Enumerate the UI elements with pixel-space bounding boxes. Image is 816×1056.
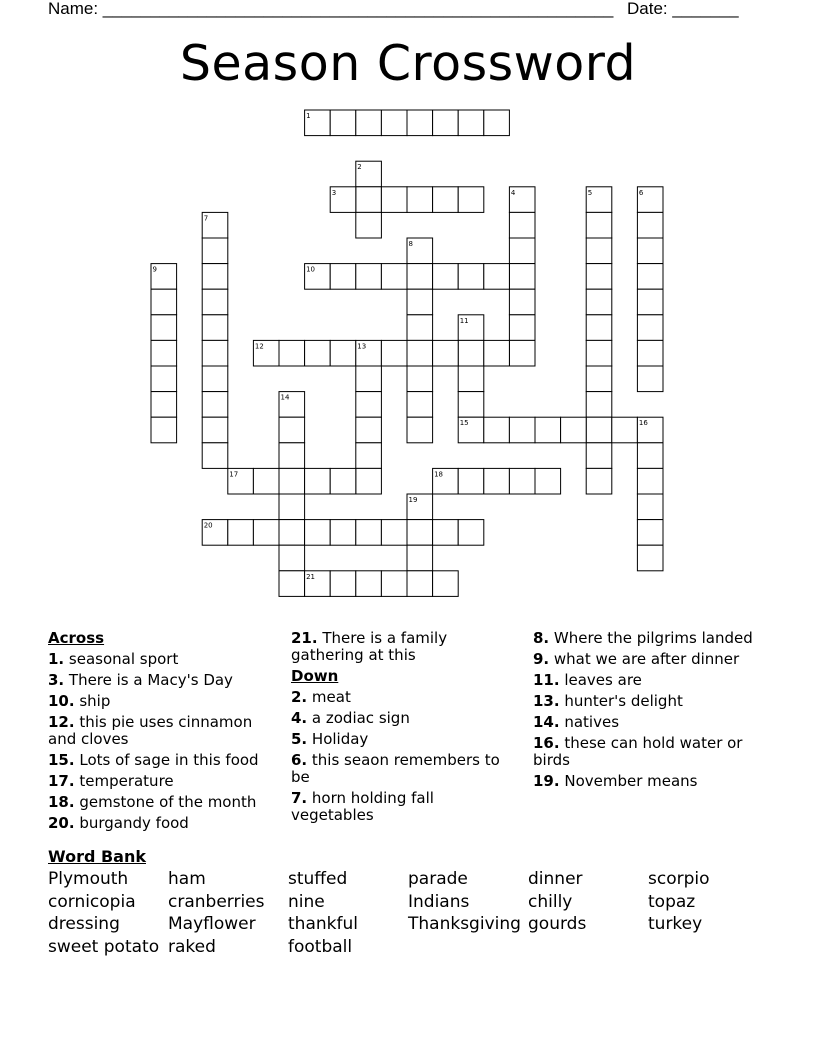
grid-cell[interactable] [151,264,177,290]
grid-cell[interactable] [586,289,612,315]
grid-cell[interactable] [279,494,305,520]
word-bank-word: stuffed [288,869,348,889]
clue-number-label: 14 [280,393,290,402]
grid-cell[interactable] [202,238,228,264]
grid-cell[interactable] [356,571,382,597]
page-title: Season Crossword [179,35,637,92]
word-bank-word: scorpio [648,869,710,889]
word-bank-word: ham [168,869,206,889]
grid-cell[interactable] [509,417,535,443]
grid-cell[interactable] [253,468,279,494]
word-bank-word: Mayflower [168,914,256,934]
grid-cell[interactable] [228,468,254,494]
grid-cell[interactable] [612,417,638,443]
grid-cell[interactable] [407,289,433,315]
down-clue [533,693,763,710]
grid-cell[interactable] [202,289,228,315]
grid-cell[interactable] [253,340,279,366]
clue-text: Where the pilgrims landed [549,629,753,647]
clue-text: There is a family gathering at this [291,629,448,664]
clue-number: 18. [48,793,75,811]
grid-cell[interactable] [458,468,484,494]
clues-column-2 [291,630,513,828]
grid-cell[interactable] [356,340,382,366]
down-clue [291,752,513,786]
word-bank-word: sweet potato [48,937,160,957]
grid-cell[interactable] [637,443,663,469]
grid-cell[interactable] [458,392,484,418]
grid-cell[interactable] [509,264,535,290]
grid-cell[interactable] [509,468,535,494]
down-clue [291,689,513,706]
grid-cell[interactable] [381,264,407,290]
grid-cell[interactable] [202,520,228,546]
clue-number-label: 18 [434,470,444,479]
grid-cell[interactable] [433,264,459,290]
clue-number-label: 19 [408,496,418,504]
grid-cell[interactable] [381,571,407,597]
clue-text: hunter's delight [559,692,683,710]
word-bank-word: Thanksgiving [408,914,521,934]
word-bank-word: Indians [408,892,470,912]
grid-cell[interactable] [381,520,407,546]
grid-cell[interactable] [305,520,331,546]
word-bank-word: thankful [288,914,358,934]
clue-number-label: 2 [357,163,362,172]
grid-cell[interactable] [202,443,228,469]
down-clue [291,790,513,824]
clue-number: 7. [291,789,308,807]
grid-cell[interactable] [433,468,459,494]
across-heading: Across [48,629,105,647]
down-clue [291,731,513,748]
word-bank-word: cranberries [168,892,265,912]
clue-number: 10. [48,692,75,710]
across-clue [48,815,270,832]
word-bank-word: dressing [48,914,120,934]
clue-number: 14. [533,713,560,731]
grid-cell[interactable] [356,110,382,136]
clues-column-1 [48,630,270,836]
grid-cell[interactable] [151,340,177,366]
clue-number: 6. [291,751,308,769]
grid-cell[interactable] [458,264,484,290]
grid-cell[interactable] [356,417,382,443]
word-bank-title: Word Bank [48,847,147,866]
word-bank-word: dinner [528,869,583,889]
word-bank-word: topaz [648,892,696,912]
name-field-label: Name: ______________________________________________________ [48,0,614,18]
grid-cell[interactable] [202,417,228,443]
grid-cell[interactable] [637,340,663,366]
clue-number-label: 12 [254,342,264,351]
grid-cell[interactable] [535,468,561,494]
clue-text: horn holding fall vegetables [291,789,434,824]
grid-cell[interactable] [279,340,305,366]
grid-cell[interactable] [202,366,228,392]
clue-number: 16. [533,734,560,752]
grid-cell[interactable] [407,366,433,392]
grid-cell[interactable] [433,520,459,546]
grid-cell[interactable] [637,187,663,213]
grid-cell[interactable] [305,110,331,136]
grid-cell[interactable] [381,340,407,366]
across-clue [48,752,270,769]
grid-cell[interactable] [586,238,612,264]
across-clue [48,693,270,710]
grid-cell[interactable] [637,264,663,290]
word-bank-word: turkey [648,914,703,934]
grid-cell[interactable] [202,392,228,418]
word-bank-word: parade [408,869,468,889]
clue-text: gemstone of the month [74,793,257,811]
grid-cell[interactable] [330,264,356,290]
grid-cell[interactable] [561,417,587,443]
down-clue [533,630,763,647]
grid-cell[interactable] [484,110,510,136]
grid-cell[interactable] [202,315,228,341]
grid-cell[interactable] [586,340,612,366]
grid-cell[interactable] [586,264,612,290]
down-clue [533,773,763,790]
grid-cell[interactable] [458,340,484,366]
grid-cell[interactable] [586,187,612,213]
word-bank-word: raked [168,937,216,957]
grid-cell[interactable] [637,238,663,264]
grid-cell[interactable] [279,545,305,571]
clue-number: 1. [48,650,65,668]
down-clue [533,672,763,689]
grid-cell[interactable] [509,340,535,366]
clue-text: November means [559,772,698,790]
word-bank-word: football [288,937,353,957]
grid-cell[interactable] [484,468,510,494]
clue-number-label: 8 [408,240,413,248]
clue-number: 9. [533,650,550,668]
across-clue [48,794,270,811]
grid-cell[interactable] [586,392,612,418]
clue-text: these can hold water or birds [533,734,743,769]
grid-cell[interactable] [458,315,484,341]
grid-cell[interactable] [586,212,612,238]
date-field-label: Date: _______ [627,0,739,18]
grid-cell[interactable] [433,110,459,136]
grid-cell[interactable] [330,340,356,366]
clue-number-label: 15 [459,419,469,428]
grid-cell[interactable] [202,264,228,290]
clue-number: 11. [533,671,560,689]
grid-cell[interactable] [509,212,535,238]
clue-text: seasonal sport [64,650,179,668]
clue-number: 15. [48,751,75,769]
down-heading: Down [291,667,339,685]
clue-number: 12. [48,713,75,731]
grid-cell[interactable] [586,315,612,341]
clue-text: Holiday [307,730,369,748]
grid-cell[interactable] [305,264,331,290]
clue-number-label: 10 [306,265,316,274]
grid-cell[interactable] [509,187,535,213]
grid-cell[interactable] [407,315,433,341]
clue-text: what we are after dinner [549,650,740,668]
clue-number-label: 13 [357,342,367,351]
clue-number: 5. [291,730,308,748]
grid-cell[interactable] [356,520,382,546]
clue-number: 2. [291,688,308,706]
clue-number-label: 1 [306,112,311,120]
grid-cell[interactable] [433,187,459,213]
grid-cell[interactable] [637,520,663,546]
down-clue [533,651,763,668]
grid-cell[interactable] [637,212,663,238]
word-bank-word: Plymouth [48,869,129,889]
grid-cell[interactable] [458,417,484,443]
grid-cell[interactable] [458,366,484,392]
grid-cell[interactable] [381,110,407,136]
grid-cell[interactable] [458,187,484,213]
grid-cell[interactable] [535,417,561,443]
grid-cell[interactable] [279,571,305,597]
clue-text: temperature [74,772,174,790]
grid-cell[interactable] [356,212,382,238]
clue-number: 20. [48,814,75,832]
word-bank-word: chilly [528,892,573,912]
clue-number-label: 17 [229,470,239,479]
clue-number: 17. [48,772,75,790]
grid-cell[interactable] [305,571,331,597]
word-bank-word: gourds [528,914,587,934]
grid-cell[interactable] [279,392,305,418]
grid-cell[interactable] [151,289,177,315]
grid-cell[interactable] [484,340,510,366]
grid-cell[interactable] [407,340,433,366]
grid-cell[interactable] [637,289,663,315]
grid-cell[interactable] [151,315,177,341]
clue-number-label: 4 [510,188,516,197]
clue-text: ship [74,692,111,710]
grid-cell[interactable] [228,520,254,546]
clue-number-label: 3 [331,188,337,197]
down-clue [291,710,513,727]
clue-number-label: 5 [587,188,593,197]
grid-cell[interactable] [484,417,510,443]
grid-cell[interactable] [407,110,433,136]
grid-cell[interactable] [458,110,484,136]
clue-text: a zodiac sign [307,709,410,727]
grid-cell[interactable] [637,545,663,571]
grid-cell[interactable] [586,417,612,443]
grid-cell[interactable] [433,571,459,597]
grid-cell[interactable] [407,545,433,571]
grid-cell[interactable] [151,417,177,443]
grid-cell[interactable] [509,289,535,315]
grid-cell[interactable] [356,392,382,418]
clue-number-label: 20 [203,521,213,530]
grid-cell[interactable] [586,366,612,392]
grid-cell[interactable] [407,494,433,520]
grid-cell[interactable] [279,417,305,443]
grid-cell[interactable] [330,520,356,546]
grid-cell[interactable] [407,187,433,213]
word-bank-word: nine [288,892,325,912]
grid-cell[interactable] [202,212,228,238]
clue-text: natives [559,713,620,731]
clue-number-label: 6 [638,188,644,197]
clue-number: 19. [533,772,560,790]
grid-cell[interactable] [330,110,356,136]
clue-text: Lots of sage in this food [74,751,259,769]
clue-text: There is a Macy's Day [64,671,233,689]
grid-cell[interactable] [407,417,433,443]
grid-cell[interactable] [407,264,433,290]
clue-number: 21. [291,629,318,647]
grid-cell[interactable] [202,340,228,366]
grid-cell[interactable] [279,443,305,469]
grid-cell[interactable] [484,264,510,290]
grid-cell[interactable] [356,264,382,290]
grid-cell[interactable] [279,520,305,546]
clue-number-label: 7 [203,214,209,223]
grid-cell[interactable] [637,417,663,443]
grid-cell[interactable] [253,520,279,546]
grid-cell[interactable] [637,468,663,494]
clue-number-label: 21 [306,572,316,581]
grid-cell[interactable] [586,443,612,469]
across-clue [291,630,513,664]
grid-cell[interactable] [458,520,484,546]
word-bank-word: cornicopia [48,892,136,912]
grid-cell[interactable] [305,468,331,494]
clue-number: 3. [48,671,65,689]
grid-cell[interactable] [407,571,433,597]
grid-cell[interactable] [151,366,177,392]
grid-cell[interactable] [356,468,382,494]
grid-cell[interactable] [305,340,331,366]
clue-text: leaves are [559,671,642,689]
grid-cell[interactable] [637,315,663,341]
across-clue [48,651,270,668]
clue-number-label: 9 [152,265,157,274]
grid-cell[interactable] [509,315,535,341]
down-clue [533,735,763,769]
across-clue [48,773,270,790]
grid-cell[interactable] [637,366,663,392]
clue-text: this pie uses cinnamon and cloves [48,713,253,748]
grid-cell[interactable] [637,494,663,520]
down-clue [533,714,763,731]
grid-cell[interactable] [356,366,382,392]
grid-cell[interactable] [407,238,433,264]
grid-cell[interactable] [407,520,433,546]
clue-number: 8. [533,629,550,647]
grid-cell[interactable] [586,468,612,494]
across-clue [48,672,270,689]
grid-cell[interactable] [330,468,356,494]
clue-number-label: 11 [459,316,469,325]
clue-text: this seaon remembers to be [291,751,500,786]
clue-text: meat [307,688,351,706]
grid-cell[interactable] [356,443,382,469]
grid-cell[interactable] [330,571,356,597]
grid-cell[interactable] [151,392,177,418]
grid-cell[interactable] [407,392,433,418]
grid-cell[interactable] [356,187,382,213]
grid-cell[interactable] [509,238,535,264]
grid-cell[interactable] [356,161,382,187]
grid-cell[interactable] [330,187,356,213]
clue-number: 4. [291,709,308,727]
clue-text: burgandy food [74,814,189,832]
clue-number-label: 16 [638,419,648,428]
clue-number: 13. [533,692,560,710]
grid-cell[interactable] [433,340,459,366]
grid-cell[interactable] [279,468,305,494]
grid-cell[interactable] [381,187,407,213]
across-clue [48,714,270,748]
clues-column-3 [533,630,763,794]
